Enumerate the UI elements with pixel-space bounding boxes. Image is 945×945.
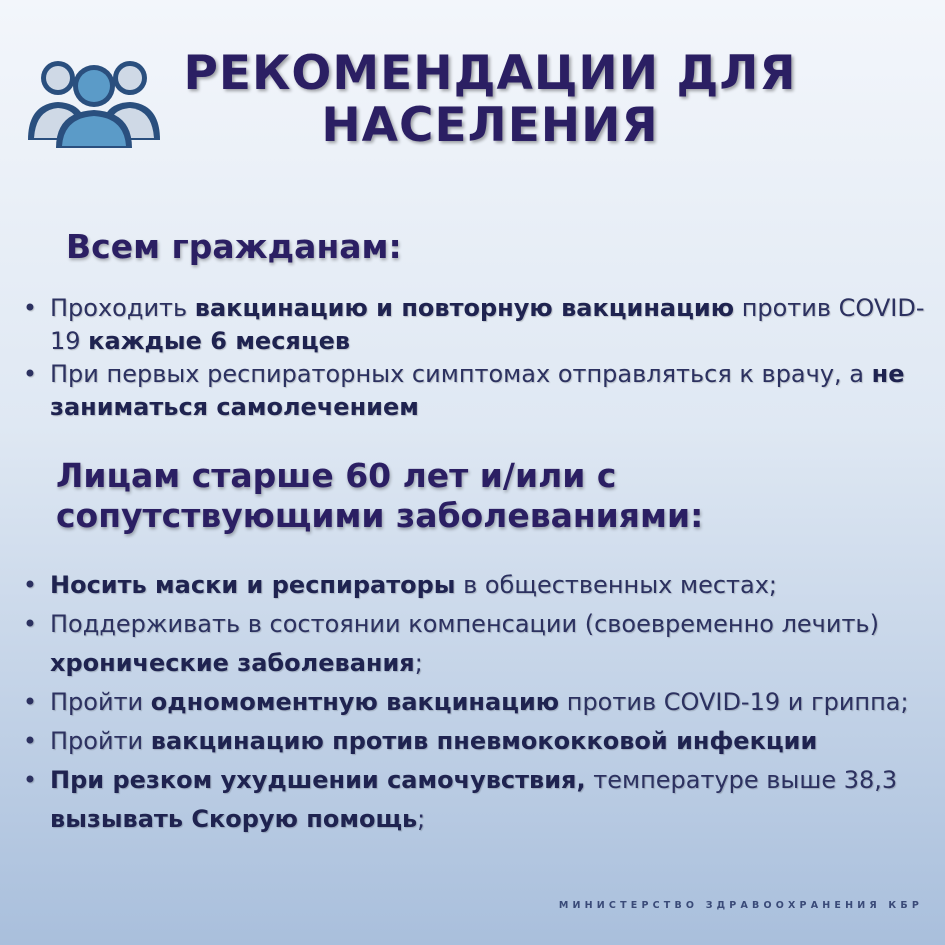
list-item: [20, 358, 925, 424]
item-text: против COVID-19: [50, 294, 925, 355]
list-item: [20, 722, 925, 761]
section-heading-all-citizens: Всем гражданам:: [66, 227, 402, 266]
bullet-icon: •: [22, 294, 38, 322]
title-line-1: РЕКОМЕНДАЦИИ ДЛЯ: [183, 46, 797, 101]
bullet-icon: •: [22, 610, 38, 638]
item-bold-text: вакцинацию против пневмококковой инфекции: [150, 727, 818, 755]
list-item: [20, 605, 925, 683]
item-text: против COVID-19 и гриппа;: [559, 688, 909, 716]
bullet-icon: •: [22, 360, 38, 388]
item-bold-text: каждые 6 месяцев: [88, 327, 351, 355]
item-text: ;: [414, 649, 423, 677]
item-bold-text: не заниматься самолечением: [50, 360, 905, 421]
bullet-icon: •: [22, 766, 38, 794]
item-bold-text: Носить маски и респираторы: [50, 571, 456, 599]
item-text: Пройти: [50, 688, 151, 716]
list-item: [20, 566, 925, 605]
item-text: При первых респираторных симптомах отправляться к врачу, а: [50, 360, 872, 388]
item-text: Пройти: [50, 727, 151, 755]
item-bold-text: вакцинацию и повторную вакцинацию: [194, 294, 735, 322]
page-title: [150, 48, 830, 152]
all-citizens-list: [20, 292, 925, 424]
list-item: [20, 683, 925, 722]
item-text: ;: [417, 805, 426, 833]
item-text: Поддерживать в состоянии компенсации (своевременно лечить): [50, 610, 879, 638]
item-bold-text: вызывать Скорую помощь: [50, 805, 418, 833]
bullet-icon: •: [22, 727, 38, 755]
section-heading-seniors: Лицам старше 60 лет и/или с сопутствующими заболеваниями:: [56, 456, 704, 535]
list-item: [20, 292, 925, 358]
bullet-icon: •: [22, 571, 38, 599]
bullet-icon: •: [22, 688, 38, 716]
item-text: температуре выше 38,3: [585, 766, 898, 794]
item-bold-text: хронические заболевания: [50, 649, 415, 677]
footer-ministry: МИНИСТЕРСТВО ЗДРАВООХРАНЕНИЯ КБР: [558, 900, 923, 911]
item-text: в общественных местах;: [455, 571, 778, 599]
seniors-list: [20, 566, 925, 839]
list-item: [20, 761, 925, 839]
title-line-2: НАСЕЛЕНИЯ: [321, 98, 659, 153]
item-text: Проходить: [50, 294, 195, 322]
people-group-icon: [24, 48, 164, 148]
item-bold-text: При резком ухудшении самочувствия,: [50, 766, 586, 794]
item-bold-text: одномоментную вакцинацию: [150, 688, 560, 716]
